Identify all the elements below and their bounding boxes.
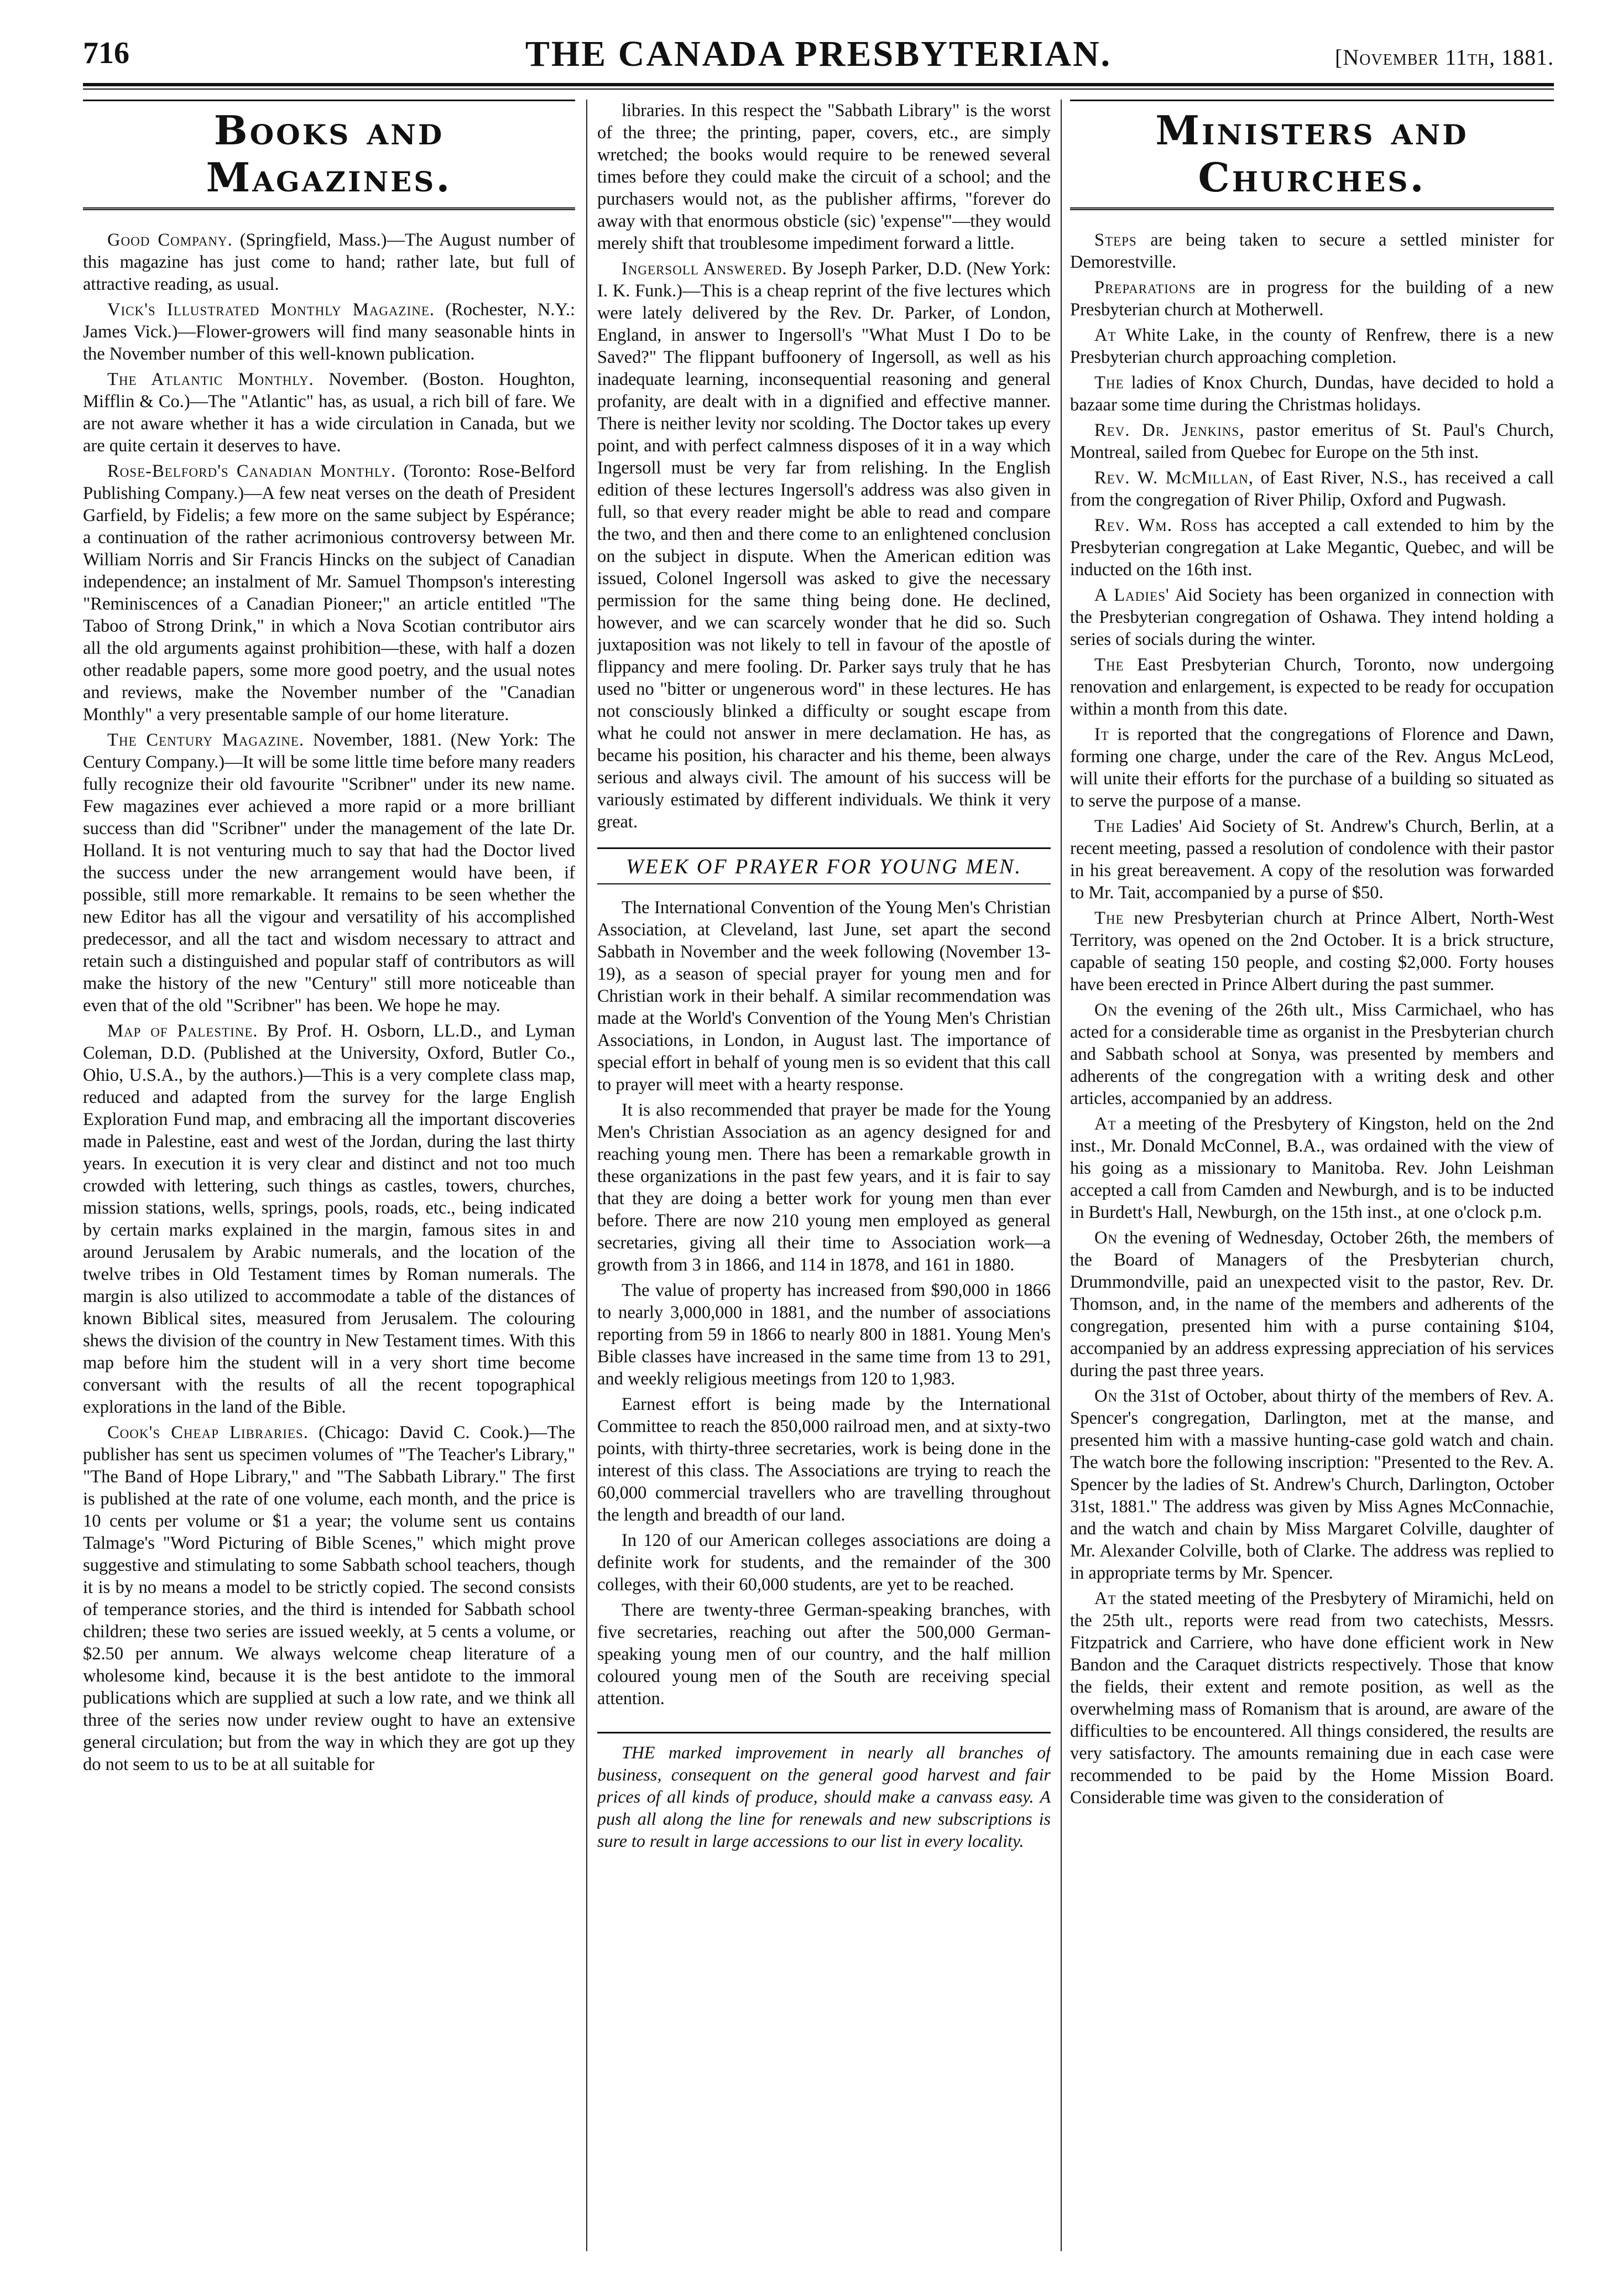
article-paragraph: [83, 299, 575, 365]
article-text: a meeting of the Presbytery of Kingston, held on the 2nd inst., Mr. Donald McConnel, B.A., was ordained with the view of his going as a missionary to Manitoba. Rev. John Leishman accepted a call from Camden and Newburgh, and is to be inducted in Burdett's Hall, Newburgh, on the 15th inst., at one o'clock p.m.: [1070, 1114, 1554, 1222]
article-paragraph: [597, 1279, 1051, 1390]
article-text: November, 1881. (New York: The Century Company.)—It will be some little time before many readers fully recognize their old favourite "Scribner" under its new name. Few magazines ever achieved a more rapid or a more brilliant success than did "Scribner" under the management of the late Dr. Holland. It is not venturing much to say that had the Doctor lived the success under the new arrangement would have been, if possible, still more remarkable. It remains to be seen whether the new Editor has all the vigour and versatility of his accomplished predecessor, and all the tact and wisdom necessary to attract and retain such a distinguished and popular staff of contributors as will make the history of the new "Century" still more noticeable than even that of the old "Scribner" has been. We hope he may.: [83, 730, 575, 1016]
article-paragraph: [1070, 907, 1554, 996]
article-text: (Toronto: Rose-Belford Publishing Company.)—A few neat verses on the death of President Garfield, by Fidelis; a few more on the same subject by Espérance; a continuation of the rather acrimonious controversy between Mr. William Norris and Sir Francis Hincks on the subject of Canadian independence; an instalment of Mr. Samuel Thompson's interesting "Reminiscences of a Canadian Pioneer;" an article entitled "The Taboo of Strong Drink," in which a Nova Scotian contributor airs all the old arguments against prohibition—these, with half a dozen other readable papers, some more good poetry, and the usual notes and reviews, make the November number of the "Canadian Monthly" a very presentable sample of our home literature.: [83, 461, 575, 725]
article-text: (Springfield, Mass.)—The August number of this magazine has just come to hand; rather late, but full of attractive reading, as usual.: [83, 230, 575, 294]
section-heading: Ministers and Churches.: [1155, 107, 1469, 201]
article-paragraph: [597, 100, 1051, 254]
column-ministers-churches: [1070, 100, 1554, 2251]
article-paragraph: [1070, 999, 1554, 1110]
section-heading-box: [1070, 100, 1554, 210]
article-text: The value of property has increased from $90,000 in 1866 to nearly 3,000,000 in 1881, and the number of associations reporting from 59 in 1866 to nearly 800 in 1881. Young Men's Bible classes have increased in the same time from 13 to 291, and weekly religious meetings from 120 to 1,983.: [597, 1280, 1051, 1389]
article-text: (Chicago: David C. Cook.)—The publisher has sent us specimen volumes of "The Teacher's Library," "The Band of Hope Library," and "The Sabbath Library." The first is published at the rate of one volume, each month, and the price is 10 cents per volume or $1 a year; the volume sent us contains Talmage's "Word Picturing of Bible Scenes," which might prove suggestive and stimulating to some Sabbath school teachers, though it is by no means a model to be strictly copied. The second consists of temperance stories, and the third is intended for Sabbath school children; these two series are issued weekly, at 5 cents a volume, or $2.50 per annum. We always welcome cheap literature of a wholesome kind, because it is the best antidote to the immoral publications which are supplied at such a low rate, and we think all three of the series now under review ought to have an extensive general circulation; but from the way in which they are got up they do not seem to us to be at all suitable for: [83, 1423, 575, 1774]
article-lead: The Century Magazine.: [107, 730, 305, 750]
article-text: the 31st of October, about thirty of the members of Rev. A. Spencer's congregation, Darlington, met at the manse, and presented him with a massive hunting-case gold watch and chain. The watch bore the following inscription: "Presented to the Rev. A. Spencer by the ladies of St. Andrew's Church, Darlington, October 31st, 1881." The address was given by Miss Agnes McConnachie, and the watch and chain by Miss Margaret Colville, daughter of Mr. Alexander Colville, both of Clarke. The address was replied to in appropriate terms by Mr. Spencer.: [1070, 1386, 1554, 1583]
article-text: Earnest effort is being made by the International Committee to reach the 850,000 railroad men, and at sixty-two points, with thirty-three secretaries, work is being done in the interest of this class. The Associations are trying to reach the 60,000 commercial travellers who are travelling throughout the length and breadth of our land.: [597, 1394, 1051, 1525]
article-text: Aid Society has been organized in connection with the Presbyterian congregation of Oshawa. They intend holding a series of socials during the winter.: [1070, 585, 1554, 649]
article-text: White Lake, in the county of Renfrew, there is a new Presbyterian church approaching completion.: [1070, 325, 1554, 367]
article-lead: At: [1094, 1589, 1116, 1608]
article-text: are being taken to secure a settled minister for Demorestville.: [1070, 230, 1554, 272]
article-lead: The: [1094, 373, 1124, 393]
article-lead: Vick's Illustrated Monthly Magazine.: [107, 300, 435, 320]
article-lead: The: [1094, 655, 1124, 675]
article-lead: Rose-Belford's Canadian Monthly.: [107, 461, 396, 481]
article-lead: Ingersoll Answered.: [622, 259, 787, 279]
article-paragraph: [1070, 1113, 1554, 1224]
article-lead: A Ladies': [1094, 585, 1170, 605]
article-text: the evening of Wednesday, October 26th, the members of the Board of Managers of the Presbyterian church, Drummondville, paid an unexpected visit to the pastor, Rev. Dr. Thomson, and, in the name of the members and adherents of the congregation, presented him with a purse containing $104, accompanied by an address expressing appreciation of his services during the past three years.: [1070, 1228, 1554, 1381]
article-text: the stated meeting of the Presbytery of Miramichi, held on the 25th ult., reports were read from two catechists, Messrs. Fitzpatrick and Carriere, who have done efficient work in New Bandon and the Caraquet districts respectively. Those that know the fields, their extent and remote position, as well as the overwhelming mass of Romanism that is around, are aware of the difficulties to be encountered. All things considered, the results are very satisfactory. The amounts remaining due in each case were recommended to be paid by the Home Mission Board. Considerable time was given to the consideration of: [1070, 1589, 1554, 1808]
article-text: is reported that the congregations of Florence and Dawn, forming one charge, under the care of the Rev. Angus McLeod, will unite their efforts for the purchase of a building so situated as to serve the purpose of a manse.: [1070, 725, 1554, 811]
article-text: libraries. In this respect the "Sabbath Library" is the worst of the three; the printing, paper, covers, etc., are simply wretched; the books would require to be renewed several times before they could make the circuit of a school; and the purchasers would not, as the publisher affirms, "forever do away with that enormous obsticle (sic) 'expense'"—they would merely shift that troublesome impediment forward a little.: [597, 101, 1051, 253]
article-text: are in progress for the building of a new Presbyterian church at Motherwell.: [1070, 278, 1554, 320]
header-rule-thin: [83, 88, 1554, 90]
article-paragraph: [1070, 1385, 1554, 1584]
article-lead: The: [1094, 908, 1124, 928]
article-paragraph: [83, 1422, 575, 1776]
article-paragraph: [1070, 815, 1554, 904]
article-lead: Preparations: [1094, 278, 1196, 298]
article-paragraph: [1070, 277, 1554, 321]
section-heading-box: [597, 847, 1051, 884]
article-paragraph: [1070, 723, 1554, 812]
column-books-magazines: [83, 100, 575, 2251]
article-lead: The: [1094, 816, 1124, 836]
section-heading: Books and Magazines.: [206, 107, 452, 201]
article-list: [1070, 229, 1554, 1809]
article-text: the evening of the 26th ult., Miss Carmichael, who has acted for a considerable time as organist in the Presbyterian church and Sabbath school at Sonya, was presented by members and adherents of the congregation with a writing desk and other articles, accompanied by an address.: [1070, 1000, 1554, 1108]
article-lead: The Atlantic Monthly.: [107, 369, 314, 389]
column-divider: [1061, 100, 1062, 2251]
article-lead: On: [1094, 1386, 1118, 1406]
article-lead: Cook's Cheap Libraries.: [107, 1423, 309, 1443]
section-heading: WEEK OF PRAYER FOR YOUNG MEN.: [625, 855, 1022, 878]
article-text: The International Convention of the Young Men's Christian Association, at Cleveland, last June, set apart the second Sabbath in November and the week following (November 13-19), as a season of special prayer for young men and for Christian work in their behalf. A similar recommendation was made at the World's Convention of the Young Men's Christian Associations, in London, in August last. The importance of special effort in behalf of young men is so evident that this call to prayer will meet with a hearty response.: [597, 898, 1051, 1095]
issue-date: [November 11th, 1881.: [1335, 45, 1554, 70]
article-paragraph: [1070, 514, 1554, 581]
article-text: new Presbyterian church at Prince Albert, North-West Territory, was opened on the 2nd October. It is a brick structure, capable of seating 150 people, and costing $2,000. Forty houses have been erected in Prince Albert during the past summer.: [1070, 908, 1554, 995]
article-paragraph: [1070, 654, 1554, 720]
article-paragraph: [1070, 229, 1554, 273]
publisher-notice: THE marked improvement in nearly all branches of business, consequent on the general good harvest and fair prices of all kinds of produce, should make a canvass easy. A push all along the line for renewals and new subscriptions is sure to result in large accessions to our list in every locality.: [597, 1732, 1051, 1852]
article-text: In 120 of our American colleges associations are doing a definite work for students, and the remainder of the 300 colleges, with their 60,000 students, are yet to be reached.: [597, 1530, 1051, 1595]
header-rule: [83, 83, 1554, 86]
article-paragraph: [597, 897, 1051, 1096]
article-paragraph: [1070, 467, 1554, 511]
article-lead: On: [1094, 1228, 1118, 1248]
article-paragraph: [1070, 324, 1554, 368]
running-head: [83, 30, 1554, 91]
article-paragraph: [83, 229, 575, 295]
article-paragraph: [597, 1393, 1051, 1526]
article-lead: It: [1094, 725, 1109, 744]
article-lead: Good Company.: [107, 230, 233, 250]
article-lead: At: [1094, 1114, 1116, 1134]
article-list: [83, 229, 575, 1776]
paper-title: THE CANADA PRESBYTERIAN.: [525, 34, 1112, 74]
column-divider: [586, 100, 587, 2251]
article-text: By Prof. H. Osborn, LL.D., and Lyman Coleman, D.D. (Published at the University, Oxford, Butler Co., Ohio, U.S.A., by the authors.)—This is a very complete class map, reduced and adapted from the survey for the large English Exploration Fund map, and embracing all the important discoveries made in Palestine, east and west of the Jordan, during the last thirty years. In execution it is very clear and distinct and not too much crowded with lettering, such things as castles, towers, churches, mission stations, wells, springs, pools, roads, etc., being indicated by certain marks explained in the margin, famous sites in and around Jerusalem by Arabic numerals, and the location of the twelve tribes in Old Testament times by Roman numerals. The margin is also utilized to accommodate a table of the distances of known Biblical sites, measured from Jerusalem. The colouring shews the division of the country in New Testament times. With this map before him the student will in a very short time become conversant with the results of all the recent topographical explorations in the land of the Bible.: [83, 1021, 575, 1417]
article-text: pastor emeritus of St. Paul's Church, Montreal, sailed from Quebec for Europe on the 5th inst.: [1070, 420, 1554, 462]
article-text: There are twenty-three German-speaking branches, with five secretaries, reaching out after the 500,000 German-speaking young men of our country, and the half million coloured young men of the South are receiving special attention.: [597, 1600, 1051, 1709]
article-text: By Joseph Parker, D.D. (New York: I. K. Funk.)—This is a cheap reprint of the five lectures which were lately delivered by the Rev. Dr. Parker, of London, England, in answer to Ingersoll's "What Must I Do to be Saved?" The flippant buffoonery of Ingersoll, as well as his inadequate learning, inconsequential reasoning and general profanity, are dealt with in a dignified and effective manner. There is neither levity nor scolding. The Doctor takes up every point, and with perfect calmness disposes of it in a way which Ingersoll must be very far from relishing. In the English edition of these lectures Ingersoll's address was also given in full, so that every reader might be able to read and compare the two, and then and there come to an enlightened conclusion on the subject in dispute. When the American edition was issued, Colonel Ingersoll was asked to give the necessary permission for the same thing being done. He declined, however, and we can scarcely wonder that he did so. Such juxtaposition was not likely to tell in favour of the apostle of flippancy and mere fooling. Dr. Parker says truly that he has used no "bitter or ungenerous word" in these lectures. He has not consciously blinked a difficulty or sought escape from what he could not answer in mere declamation. He has, as became his position, his character and his theme, been always serious and always civil. The amount of his success will be variously estimated by different individuals. We think it very great.: [597, 259, 1051, 832]
article-text: ladies of Knox Church, Dundas, have decided to hold a bazaar some time during the Christmas holidays.: [1070, 373, 1554, 415]
article-paragraph: [1070, 419, 1554, 464]
page-number: 716: [83, 36, 129, 70]
article-list: [597, 897, 1051, 1710]
article-text: November. (Boston. Houghton, Mifflin & Co.)—The "Atlantic" has, as usual, a rich bill of fare. We are not aware whether it has a wide circulation in Canada, but we are quite certain it deserves to have.: [83, 369, 575, 456]
article-lead: Steps: [1094, 230, 1137, 250]
article-paragraph: [597, 258, 1051, 833]
article-paragraph: [1070, 1587, 1554, 1809]
article-paragraph: [83, 1020, 575, 1418]
article-lead: Map of Palestine.: [107, 1021, 258, 1041]
article-text: of East River, N.S., has received a call from the congregation of River Philip, Oxford and Pugwash.: [1070, 468, 1554, 510]
article-text: East Presbyterian Church, Toronto, now undergoing renovation and enlargement, is expected to be ready for occupation within a month from this date.: [1070, 655, 1554, 719]
article-paragraph: [597, 1599, 1051, 1710]
article-lead: Rev. Dr. Jenkins,: [1094, 420, 1245, 440]
article-paragraph: [1070, 584, 1554, 650]
column-middle: [597, 100, 1051, 2251]
article-text: (Rochester, N.Y.: James Vick.)—Flower-growers will find many seasonable hints in the November number of this well-known publication.: [83, 300, 575, 364]
article-lead: Rev. Wm. Ross: [1094, 516, 1218, 535]
article-paragraph: [1070, 372, 1554, 416]
article-paragraph: [597, 1529, 1051, 1596]
section-heading-box: [83, 100, 575, 210]
article-text: It is also recommended that prayer be made for the Young Men's Christian Association as an agency designed for and reaching young men. There has been a remarkable growth in these organizations in the past few years, and it is fair to say that they are doing a better work for young men than ever before. There are now 210 young men employed as general secretaries, giving all their time to Association work—a growth from 3 in 1866, and 114 in 1878, and 161 in 1880.: [597, 1100, 1051, 1275]
article-lead: On: [1094, 1000, 1118, 1020]
article-paragraph: [83, 460, 575, 726]
article-list: [597, 100, 1051, 833]
article-lead: Rev. W. McMillan,: [1094, 468, 1254, 488]
article-text: Ladies' Aid Society of St. Andrew's Church, Berlin, at a recent meeting, passed a resolution of condolence with their pastor in his great bereavement. A copy of the resolution was forwarded to Mr. Tait, accompanied by a purse of $50.: [1070, 816, 1554, 903]
article-paragraph: [1070, 1227, 1554, 1382]
article-paragraph: [83, 729, 575, 1017]
article-paragraph: [597, 1099, 1051, 1276]
article-lead: At: [1094, 325, 1116, 345]
article-paragraph: [83, 368, 575, 457]
article-text: has accepted a call extended to him by the Presbyterian congregation at Lake Megantic, Quebec, and will be inducted on the 16th inst.: [1070, 516, 1554, 580]
